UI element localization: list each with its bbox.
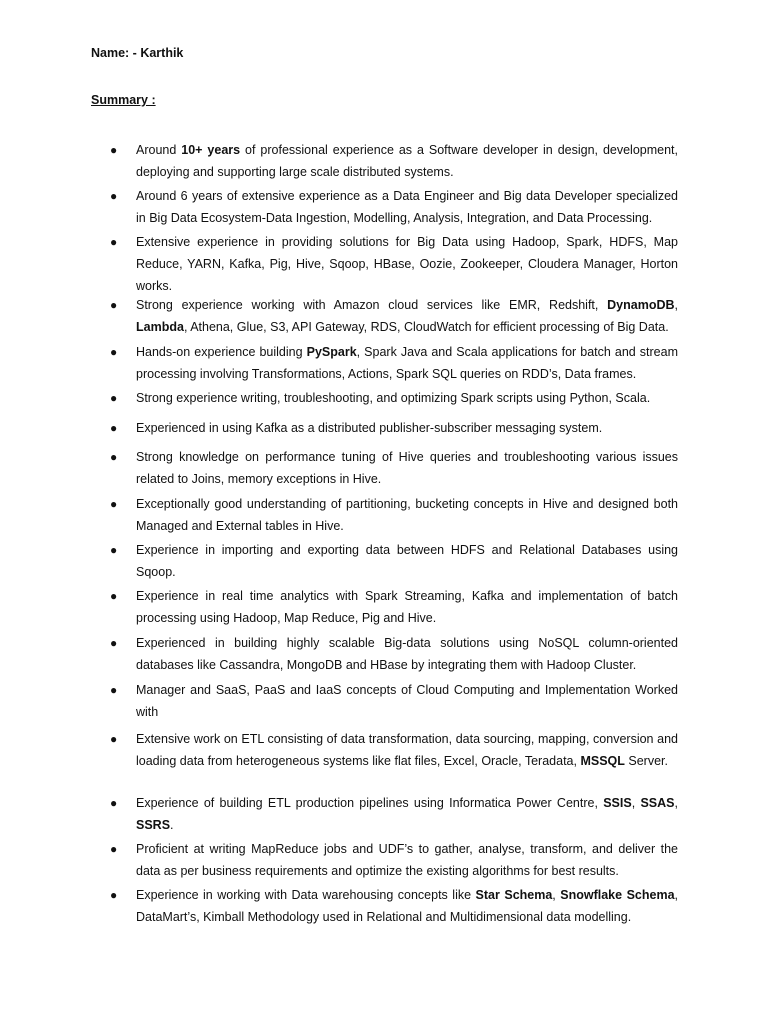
bullet-dot-icon: ●	[110, 391, 118, 405]
text-run: Extensive experience in providing solutions for Big Data using Hadoop, Spark, HDFS, Map Reduce, YARN, Kafka, Pig, Hive, Sqoop, HBase, Oozie, Zookeeper, Cloudera Manager, Horton works.	[136, 235, 678, 293]
text-run: Strong experience working with Amazon cloud services like EMR, Redshift,	[136, 298, 608, 312]
bullet-dot-icon: ●	[110, 683, 118, 697]
text-run: Strong experience writing, troubleshooting, and optimizing Spark scripts using Python, Scala.	[136, 391, 651, 405]
bold-keyword: SSIS	[603, 796, 632, 810]
summary-bullet-text	[136, 632, 678, 676]
summary-bullet-item	[110, 585, 678, 629]
summary-bullet-text	[136, 446, 678, 490]
summary-bullet-text	[136, 417, 678, 439]
summary-bullet-item	[110, 446, 678, 490]
candidate-name: Name: - Karthik	[91, 46, 184, 60]
summary-bullet-item	[110, 632, 678, 676]
bold-keyword: SSRS	[136, 818, 171, 832]
summary-bullet-item	[110, 792, 678, 836]
text-run: Experience of building ETL production pipelines using Informatica Power Centre,	[136, 796, 604, 810]
summary-bullet-item	[110, 387, 678, 409]
summary-heading: Summary :	[91, 93, 156, 107]
bold-keyword: SSAS	[640, 796, 675, 810]
summary-bullet-text	[136, 539, 678, 583]
text-run: Around 6 years of extensive experience as a Data Engineer and Big data Developer specialized in Big Data Ecosystem-Data Ingestion, Modelling, Analysis, Integration, and Data Processing.	[136, 189, 678, 225]
summary-bullet-item	[110, 294, 678, 338]
bullet-dot-icon: ●	[110, 543, 118, 557]
bullet-dot-icon: ●	[110, 888, 118, 902]
summary-bullet-text	[136, 139, 678, 183]
text-run: Around	[136, 143, 182, 157]
bullet-dot-icon: ●	[110, 497, 118, 511]
summary-bullet-text	[136, 838, 678, 882]
bold-keyword: 10+ years	[181, 143, 241, 157]
text-run: , DataMart’s, Kimball Methodology used in Relational and Multidimensional data modelling.	[136, 888, 679, 924]
summary-bullet-text	[136, 884, 678, 928]
summary-bullet-text	[136, 679, 678, 723]
text-run: Server.	[624, 754, 668, 768]
text-run: .	[170, 818, 174, 832]
bullet-dot-icon: ●	[110, 450, 118, 464]
text-run: of professional experience as a Software developer in design, development, deploying and supporting large scale distributed systems.	[136, 143, 678, 179]
bullet-dot-icon: ●	[110, 589, 118, 603]
summary-bullet-text	[136, 185, 678, 229]
bold-keyword: Lambda	[136, 320, 184, 334]
summary-bullet-item	[110, 493, 678, 537]
text-run: ,	[674, 298, 678, 312]
summary-bullet-text	[136, 387, 678, 409]
bullet-dot-icon: ●	[110, 796, 118, 810]
summary-bullet-item	[110, 728, 678, 772]
summary-bullet-item	[110, 417, 678, 439]
text-run: Extensive work on ETL consisting of data transformation, data sourcing, mapping, conversion and loading data from heterogeneous systems like flat files, Excel, Oracle, Teradata,	[136, 732, 678, 768]
bullet-dot-icon: ●	[110, 235, 118, 249]
text-run: Experience in importing and exporting data between HDFS and Relational Databases using Sqoop.	[136, 543, 678, 579]
bullet-dot-icon: ●	[110, 345, 118, 359]
summary-bullet-item	[110, 679, 678, 723]
text-run: Proficient at writing MapReduce jobs and UDF’s to gather, analyse, transform, and deliver the data as per business requirements and optimize the existing algorithms for best results.	[136, 842, 678, 878]
summary-bullet-text	[136, 493, 678, 537]
text-run: Strong knowledge on performance tuning of Hive queries and troubleshooting various issues related to Joins, memory exceptions in Hive.	[136, 450, 678, 486]
text-run: ,	[674, 796, 678, 810]
text-run: Experience in real time analytics with Spark Streaming, Kafka and implementation of batch processing using Hadoop, Map Reduce, Pig and Hive.	[136, 589, 678, 625]
bold-keyword: PySpark	[306, 345, 357, 359]
text-run: Experienced in building highly scalable Big-data solutions using NoSQL column-oriented databases like Cassandra, MongoDB and HBase by integrating them with Hadoop Cluster.	[136, 636, 678, 672]
bold-keyword: Star Schema	[475, 888, 553, 902]
bullet-dot-icon: ●	[110, 842, 118, 856]
text-run: , Spark Java and Scala applications for batch and stream processing involving Transformations, Actions, Spark SQL queries on RDD’s, Data frames.	[136, 345, 678, 381]
bold-keyword: MSSQL	[580, 754, 625, 768]
bullet-dot-icon: ●	[110, 732, 118, 746]
text-run: ,	[552, 888, 561, 902]
bullet-dot-icon: ●	[110, 189, 118, 203]
summary-bullet-text	[136, 792, 678, 836]
summary-bullet-item	[110, 539, 678, 583]
summary-bullet-text	[136, 231, 678, 297]
text-run: Experienced in using Kafka as a distributed publisher-subscriber messaging system.	[136, 421, 603, 435]
text-run: Hands-on experience building	[136, 345, 307, 359]
text-run: Experience in working with Data warehousing concepts like	[136, 888, 476, 902]
summary-bullet-item	[110, 341, 678, 385]
bullet-dot-icon: ●	[110, 421, 118, 435]
summary-bullet-text	[136, 585, 678, 629]
bullet-dot-icon: ●	[110, 636, 118, 650]
text-run: Manager and SaaS, PaaS and IaaS concepts of Cloud Computing and Implementation Worked with	[136, 683, 678, 719]
bullet-dot-icon: ●	[110, 298, 118, 312]
summary-bullet-text	[136, 294, 678, 338]
summary-bullet-item	[110, 231, 678, 297]
summary-bullet-item	[110, 185, 678, 229]
bullet-dot-icon: ●	[110, 143, 118, 157]
text-run: Exceptionally good understanding of partitioning, bucketing concepts in Hive and designed both Managed and External tables in Hive.	[136, 497, 678, 533]
summary-bullet-item	[110, 884, 678, 928]
text-run: ,	[631, 796, 641, 810]
summary-bullet-text	[136, 341, 678, 385]
bold-keyword: Snowflake Schema	[560, 888, 675, 902]
summary-bullet-item	[110, 139, 678, 183]
bold-keyword: DynamoDB	[607, 298, 675, 312]
text-run: , Athena, Glue, S3, API Gateway, RDS, CloudWatch for efficient processing of Big Data.	[183, 320, 669, 334]
summary-bullet-item	[110, 838, 678, 882]
summary-bullet-text	[136, 728, 678, 772]
